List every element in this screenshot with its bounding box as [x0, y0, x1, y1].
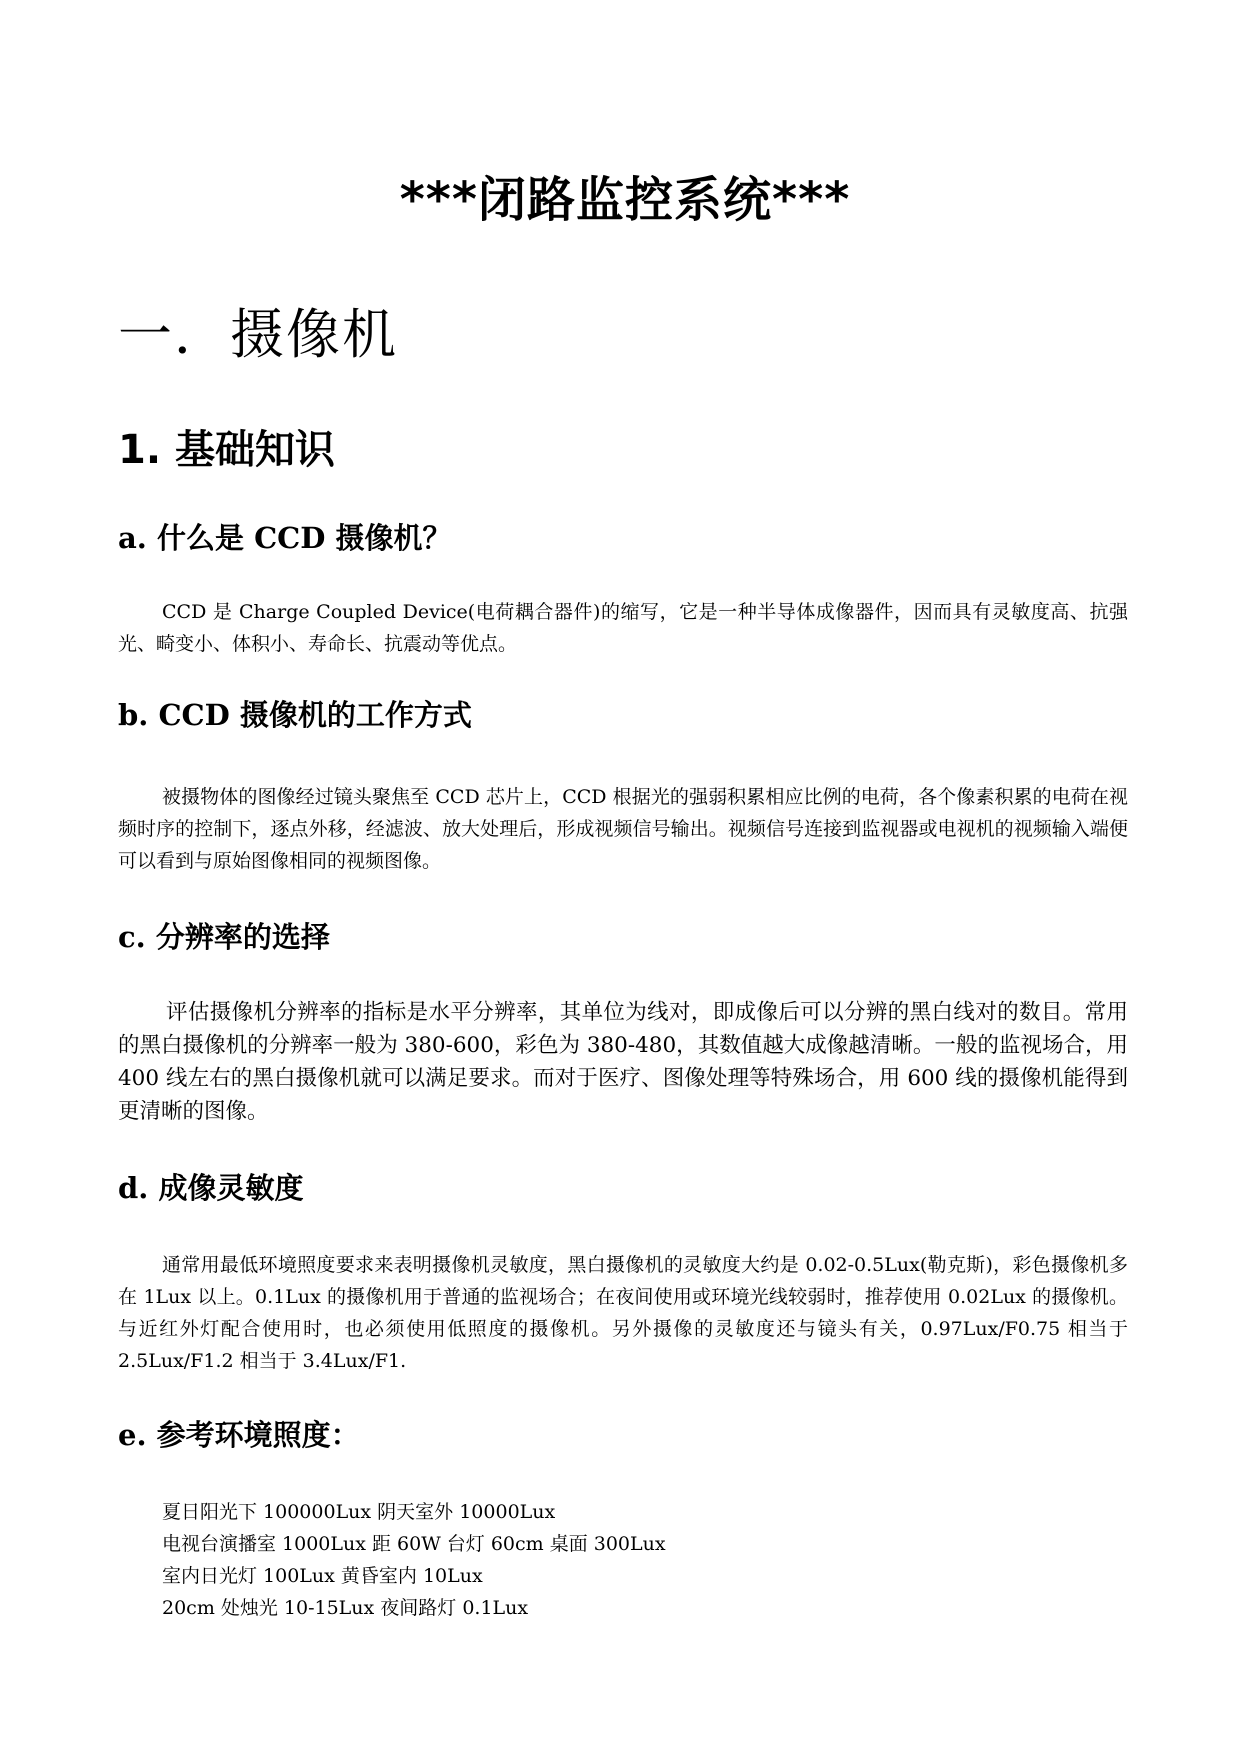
list-item: 20cm 处烛光 10-15Lux 夜间路灯 0.1Lux: [162, 1597, 529, 1619]
paragraph-c: 评估摄像机分辨率的指标是水平分辨率，其单位为线对，即成像后可以分辨的黑白线对的数目。常用的黑白摄像机的分辨率一般为 380-600，彩色为 380-480，其数值越大成像越清晰。一般的监视场合，用 400 线左右的黑白摄像机就可以满足要求。而对于医疗、图像处理等特殊场合，用 600 线的摄像机能得到更清晰的图像。: [118, 1000, 1128, 1124]
list-item: 夏日阳光下 100000Lux 阴天室外 10000Lux: [162, 1501, 556, 1523]
subsection-heading-c: c. 分辨率的选择: [118, 920, 330, 954]
subsection-heading-d: d. 成像灵敏度: [118, 1171, 304, 1205]
subsection-heading-e: e. 参考环境照度：: [118, 1418, 360, 1452]
document-title: ***闭路监控系统***: [399, 172, 851, 228]
section-heading: 1. 基础知识: [118, 427, 335, 473]
list-item: 室内日光灯 100Lux 黄昏室内 10Lux: [162, 1565, 483, 1587]
subsection-heading-a: a. 什么是 CCD 摄像机？: [118, 521, 452, 555]
chapter-heading: 一．摄像机: [118, 303, 398, 366]
paragraph-b: 被摄物体的图像经过镜头聚焦至 CCD 芯片上，CCD 根据光的强弱积累相应比例的电荷，各个像素积累的电荷在视频时序的控制下，逐点外移，经滤波、放大处理后，形成视频信号输出。视频信号连接到监视器或电视机的视频输入端便可以看到与原始图像相同的视频图像。: [118, 786, 1128, 872]
paragraph-d: 通常用最低环境照度要求来表明摄像机灵敏度，黑白摄像机的灵敏度大约是 0.02-0.5Lux(勒克斯)，彩色摄像机多在 1Lux 以上。0.1Lux 的摄像机用于普通的监视场合；在夜间使用或环境光线较弱时，推荐使用 0.02Lux 的摄像机。与近红外灯配合使用时，也必须使用低照度的摄像机。另外摄像的灵敏度还与镜头有关，0.97Lux/F0.75 相当于 2.5Lux/F1.2 相当于 3.4Lux/F1.: [118, 1254, 1128, 1372]
subsection-heading-b: b. CCD 摄像机的工作方式: [118, 698, 472, 732]
illuminance-reference-list: [162, 1496, 666, 1624]
list-item: 电视台演播室 1000Lux 距 60W 台灯 60cm 桌面 300Lux: [162, 1533, 666, 1555]
paragraph-a: CCD 是 Charge Coupled Device(电荷耦合器件)的缩写，它是一种半导体成像器件，因而具有灵敏度高、抗强光、畸变小、体积小、寿命长、抗震动等优点。: [118, 601, 1128, 655]
